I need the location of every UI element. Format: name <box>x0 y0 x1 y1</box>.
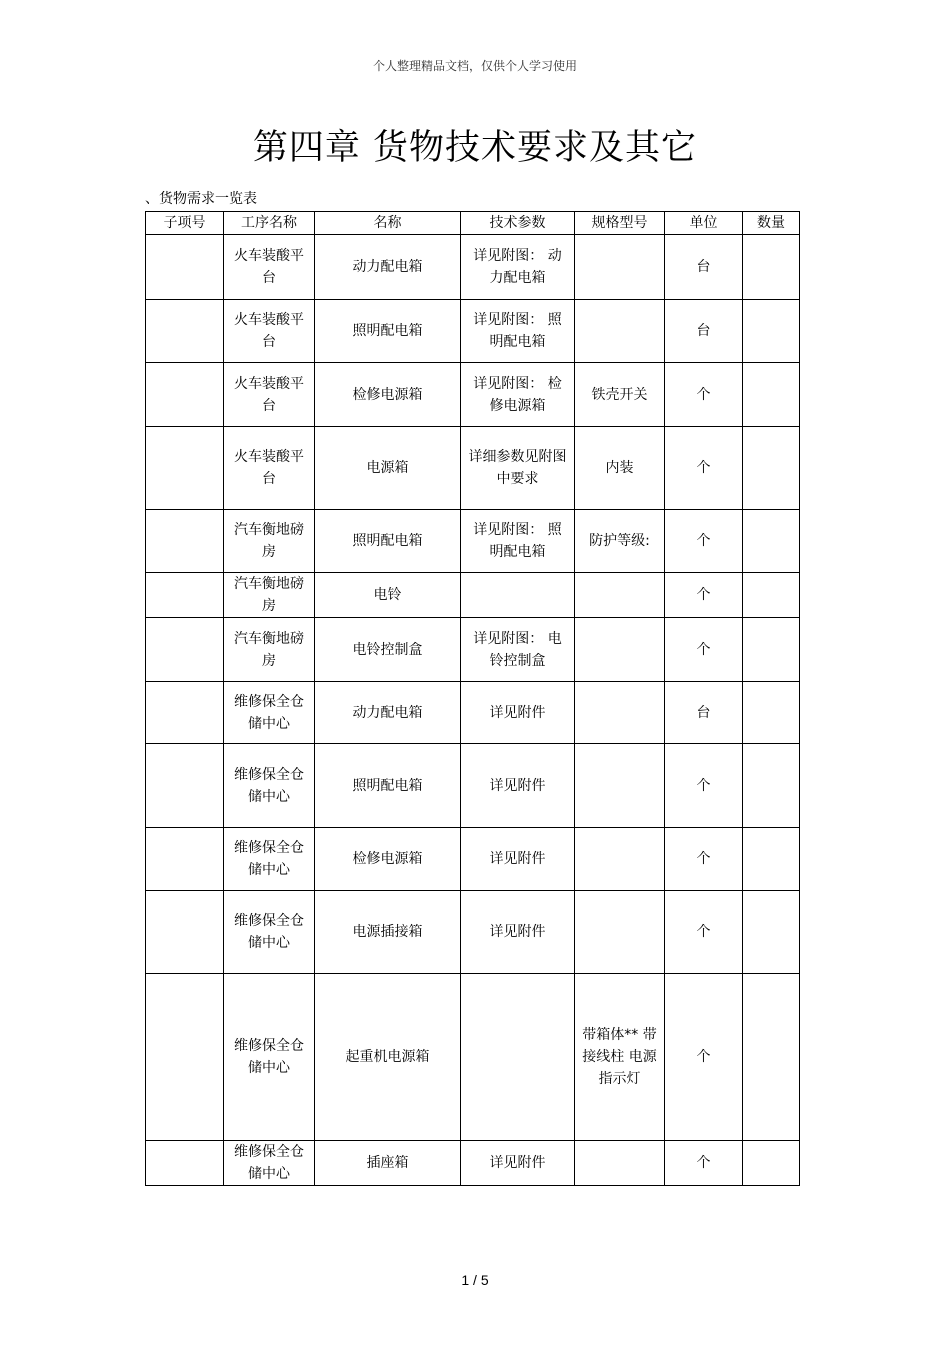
sub-item-cell <box>146 974 224 1141</box>
table-row <box>146 828 800 891</box>
qty-cell <box>743 828 800 891</box>
qty-cell <box>743 974 800 1141</box>
tech-cell <box>461 974 575 1141</box>
tech-cell: 详见附图： 电铃控制盒 <box>461 618 575 682</box>
tech-cell: 详见附图： 照明配电箱 <box>461 300 575 363</box>
unit-cell: 个 <box>665 427 743 510</box>
document-title: 第四章 货物技术要求及其它 <box>252 128 698 168</box>
table-row <box>146 300 800 363</box>
column-header: 数量 <box>743 212 800 235</box>
spec-cell <box>575 891 665 974</box>
name-cell: 照明配电箱 <box>315 510 461 573</box>
unit-cell: 个 <box>665 573 743 618</box>
table-row <box>146 618 800 682</box>
spec-cell: 防护等级: <box>575 510 665 573</box>
header-note: 个人整理精品文档，仅供个人学习使用 <box>372 59 577 73</box>
spec-cell: 铁壳开关 <box>575 363 665 427</box>
tech-cell: 详见附图： 动力配电箱 <box>461 235 575 300</box>
tech-cell: 详见附图： 照明配电箱 <box>461 510 575 573</box>
sub-item-cell <box>146 744 224 828</box>
spec-cell <box>575 618 665 682</box>
column-header: 技术参数 <box>461 212 575 235</box>
qty-cell <box>743 235 800 300</box>
table-row <box>146 235 800 300</box>
qty-cell <box>743 618 800 682</box>
process-cell: 火车装酸平台 <box>224 427 315 510</box>
name-cell: 电源箱 <box>315 427 461 510</box>
name-cell: 动力配电箱 <box>315 682 461 744</box>
sub-item-cell <box>146 682 224 744</box>
spec-cell <box>575 300 665 363</box>
table-row <box>146 974 800 1141</box>
process-cell: 维修保全仓储中心 <box>224 1141 315 1186</box>
unit-cell: 个 <box>665 1141 743 1186</box>
name-cell: 电源插接箱 <box>315 891 461 974</box>
qty-cell <box>743 363 800 427</box>
name-cell: 检修电源箱 <box>315 363 461 427</box>
table-row <box>146 510 800 573</box>
unit-cell: 个 <box>665 510 743 573</box>
process-cell: 火车装酸平台 <box>224 300 315 363</box>
section-label: 、货物需求一览表 <box>145 191 257 207</box>
spec-cell <box>575 828 665 891</box>
sub-item-cell <box>146 573 224 618</box>
name-cell: 动力配电箱 <box>315 235 461 300</box>
table-row <box>146 573 800 618</box>
qty-cell <box>743 427 800 510</box>
process-cell: 汽车衡地磅房 <box>224 510 315 573</box>
sub-item-cell <box>146 618 224 682</box>
unit-cell: 个 <box>665 974 743 1141</box>
tech-cell: 详见附件 <box>461 828 575 891</box>
name-cell: 插座箱 <box>315 1141 461 1186</box>
name-cell: 电铃控制盒 <box>315 618 461 682</box>
goods-requirement-table <box>145 211 800 1186</box>
process-cell: 汽车衡地磅房 <box>224 573 315 618</box>
spec-cell: 内装 <box>575 427 665 510</box>
qty-cell <box>743 1141 800 1186</box>
process-cell: 维修保全仓储中心 <box>224 891 315 974</box>
tech-cell: 详见附件 <box>461 891 575 974</box>
tech-cell: 详见附件 <box>461 682 575 744</box>
unit-cell: 个 <box>665 744 743 828</box>
page-indicator: 1 / 5 <box>461 1272 489 1288</box>
tech-cell: 详见附图： 检修电源箱 <box>461 363 575 427</box>
unit-cell: 台 <box>665 682 743 744</box>
sub-item-cell <box>146 891 224 974</box>
process-cell: 维修保全仓储中心 <box>224 682 315 744</box>
sub-item-cell <box>146 1141 224 1186</box>
process-cell: 维修保全仓储中心 <box>224 744 315 828</box>
spec-cell <box>575 573 665 618</box>
qty-cell <box>743 891 800 974</box>
spec-cell: 带箱体** 带接线柱 电源指示灯 <box>575 974 665 1141</box>
column-header: 规格型号 <box>575 212 665 235</box>
column-header: 子项号 <box>146 212 224 235</box>
unit-cell: 个 <box>665 828 743 891</box>
column-header: 名称 <box>315 212 461 235</box>
qty-cell <box>743 510 800 573</box>
sub-item-cell <box>146 510 224 573</box>
tech-cell: 详细参数见附图中要求 <box>461 427 575 510</box>
column-header: 单位 <box>665 212 743 235</box>
name-cell: 照明配电箱 <box>315 300 461 363</box>
table-row <box>146 744 800 828</box>
unit-cell: 个 <box>665 363 743 427</box>
qty-cell <box>743 300 800 363</box>
sub-item-cell <box>146 828 224 891</box>
qty-cell <box>743 682 800 744</box>
process-cell: 火车装酸平台 <box>224 363 315 427</box>
sub-item-cell <box>146 427 224 510</box>
spec-cell <box>575 235 665 300</box>
table-row <box>146 682 800 744</box>
spec-cell <box>575 744 665 828</box>
sub-item-cell <box>146 300 224 363</box>
tech-cell <box>461 573 575 618</box>
name-cell: 照明配电箱 <box>315 744 461 828</box>
process-cell: 维修保全仓储中心 <box>224 828 315 891</box>
tech-cell: 详见附件 <box>461 744 575 828</box>
table-row <box>146 363 800 427</box>
table-row <box>146 891 800 974</box>
name-cell: 电铃 <box>315 573 461 618</box>
unit-cell: 台 <box>665 300 743 363</box>
unit-cell: 台 <box>665 235 743 300</box>
tech-cell: 详见附件 <box>461 1141 575 1186</box>
name-cell: 检修电源箱 <box>315 828 461 891</box>
unit-cell: 个 <box>665 618 743 682</box>
process-cell: 汽车衡地磅房 <box>224 618 315 682</box>
name-cell: 起重机电源箱 <box>315 974 461 1141</box>
spec-cell <box>575 682 665 744</box>
sub-item-cell <box>146 363 224 427</box>
table-row <box>146 427 800 510</box>
qty-cell <box>743 744 800 828</box>
process-cell: 维修保全仓储中心 <box>224 974 315 1141</box>
spec-cell <box>575 1141 665 1186</box>
qty-cell <box>743 573 800 618</box>
table-header-row <box>146 212 800 235</box>
sub-item-cell <box>146 235 224 300</box>
process-cell: 火车装酸平台 <box>224 235 315 300</box>
table-row <box>146 1141 800 1186</box>
unit-cell: 个 <box>665 891 743 974</box>
column-header: 工序名称 <box>224 212 315 235</box>
